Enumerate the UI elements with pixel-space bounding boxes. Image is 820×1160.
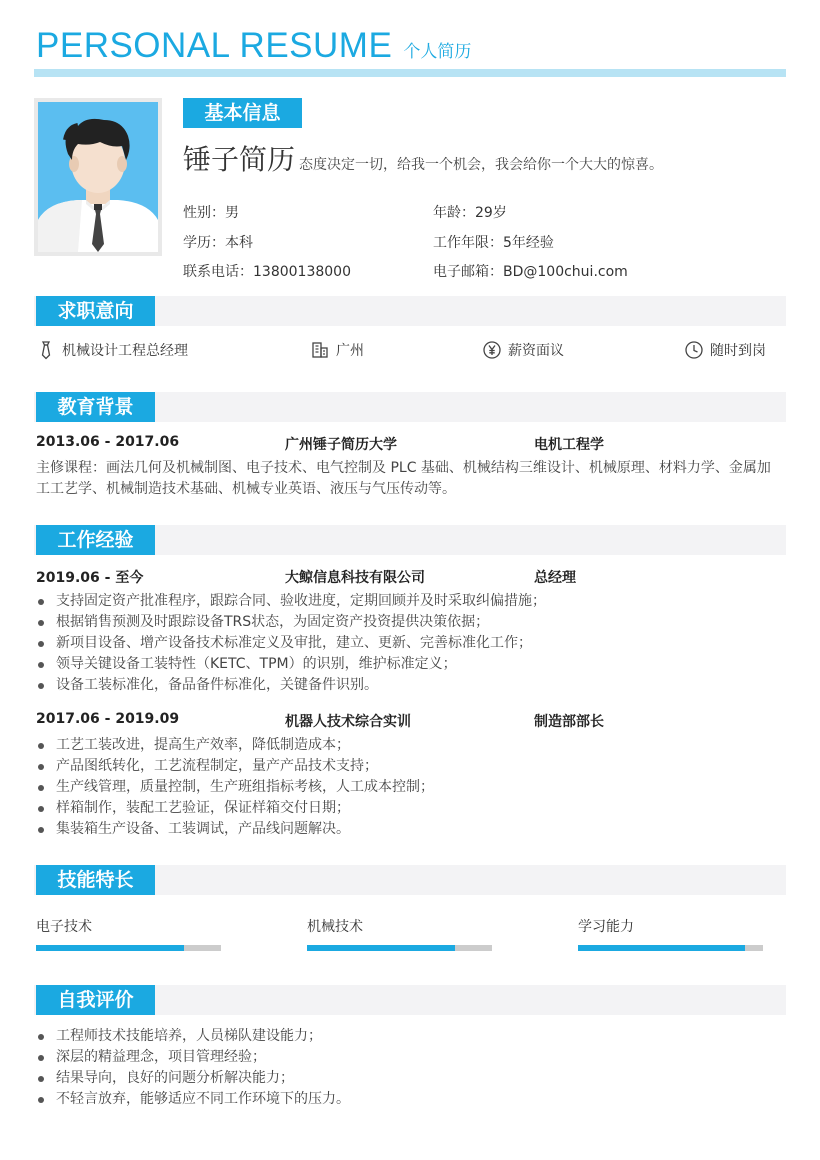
list-item: 根据销售预测及时跟踪设备TRS状态，为固定资产投资提供决策依据； xyxy=(36,612,781,633)
yen-coin-icon xyxy=(482,340,502,360)
intent-salary-text: 薪资面议 xyxy=(508,343,564,359)
work-1-period: 2019.06 - 至今 xyxy=(36,570,144,586)
skill-3-fill xyxy=(578,945,745,951)
work-1-role: 总经理 xyxy=(534,570,576,586)
work-1-company: 大鲸信息科技有限公司 xyxy=(285,570,425,586)
list-item: 集装箱生产设备、工装调试，产品线问题解决。 xyxy=(36,819,781,840)
skill-1-bar xyxy=(36,945,221,951)
building-icon xyxy=(310,340,330,360)
title-english: PERSONAL RESUME xyxy=(36,26,393,65)
list-item: 生产线管理，质量控制，生产班组指标考核，人工成本控制； xyxy=(36,777,781,798)
info-email: 电子邮箱：BD@100chui.com xyxy=(433,264,628,280)
info-work-years: 工作年限：5年经验 xyxy=(433,235,554,251)
list-item: 新项目设备、增产设备技术标准定义及审批，建立、更新、完善标准化工作； xyxy=(36,633,781,654)
list-item: 深层的精益理念，项目管理经验； xyxy=(36,1047,781,1068)
necktie-icon xyxy=(36,340,56,360)
skill-2-bar xyxy=(307,945,492,951)
skill-2-label: 机械技术 xyxy=(307,919,363,935)
section-title-education: 教育背景 xyxy=(36,392,155,422)
section-title-basic-info: 基本信息 xyxy=(183,98,302,128)
work-2-role: 制造部部长 xyxy=(534,714,604,730)
intent-position-text: 机械设计工程总经理 xyxy=(62,343,188,359)
resume-title xyxy=(36,26,471,66)
skill-3-bar xyxy=(578,945,763,951)
list-item: 领导关键设备工装特性（KETC、TPM）的识别，维护标准定义； xyxy=(36,654,781,675)
intent-salary xyxy=(482,340,564,360)
work-2-company: 机器人技术综合实训 xyxy=(285,714,411,730)
intent-city-text: 广州 xyxy=(336,343,364,359)
candidate-motto: 态度决定一切，给我一个机会，我会给你一个大大的惊喜。 xyxy=(299,157,664,173)
list-item: 支持固定资产批准程序，跟踪合同、验收进度，定期回顾并及时采取纠偏措施； xyxy=(36,591,781,612)
work-2-duties xyxy=(36,735,781,840)
intent-position xyxy=(36,340,188,360)
section-title-intent: 求职意向 xyxy=(36,296,155,326)
title-underline-bar xyxy=(34,69,786,77)
intent-availability xyxy=(684,340,766,360)
education-major: 电机工程学 xyxy=(534,437,604,453)
list-item: 设备工装标准化，备品备件标准化，关键备件识别。 xyxy=(36,675,781,696)
info-degree: 学历：本科 xyxy=(183,235,253,251)
clock-icon xyxy=(684,340,704,360)
info-phone: 联系电话：13800138000 xyxy=(183,264,351,280)
list-item: 工艺工装改进，提高生产效率，降低制造成本； xyxy=(36,735,781,756)
skill-1-fill xyxy=(36,945,184,951)
candidate-name-row xyxy=(183,138,663,178)
intent-city xyxy=(310,340,364,360)
education-school: 广州锤子简历大学 xyxy=(285,437,397,453)
list-item: 工程师技术技能培养，人员梯队建设能力； xyxy=(36,1026,781,1047)
work-2-period: 2017.06 - 2019.09 xyxy=(36,711,180,727)
avatar xyxy=(38,102,158,252)
education-courses: 主修课程：画法几何及机械制图、电子技术、电气控制及 PLC 基础、机械结构三维设计、机械原理、材料力学、金属加工工艺学、机械制造技术基础、机械专业英语、液压与气压传动等。 xyxy=(36,460,771,497)
list-item: 产品图纸转化，工艺流程制定，量产产品技术支持； xyxy=(36,756,781,777)
list-item: 样箱制作，装配工艺验证，保证样箱交付日期； xyxy=(36,798,781,819)
candidate-name: 锤子简历 xyxy=(183,143,296,176)
list-item: 结果导向，良好的问题分析解决能力； xyxy=(36,1068,781,1089)
section-title-self-evaluation: 自我评价 xyxy=(36,985,155,1015)
skill-1-label: 电子技术 xyxy=(36,919,92,935)
self-evaluation-list xyxy=(36,1026,781,1110)
avatar-illustration-icon xyxy=(38,102,158,252)
info-gender: 性别：男 xyxy=(183,205,239,221)
education-period: 2013.06 - 2017.06 xyxy=(36,434,180,450)
work-1-duties xyxy=(36,591,781,696)
title-chinese: 个人简历 xyxy=(403,42,472,62)
info-age: 年龄：29岁 xyxy=(433,205,507,221)
intent-availability-text: 随时到岗 xyxy=(710,343,766,359)
section-title-skills: 技能特长 xyxy=(36,865,155,895)
skill-3-label: 学习能力 xyxy=(578,919,634,935)
section-title-work: 工作经验 xyxy=(36,525,155,555)
skill-2-fill xyxy=(307,945,455,951)
profile-photo-frame xyxy=(34,98,162,256)
list-item: 不轻言放弃，能够适应不同工作环境下的压力。 xyxy=(36,1089,781,1110)
